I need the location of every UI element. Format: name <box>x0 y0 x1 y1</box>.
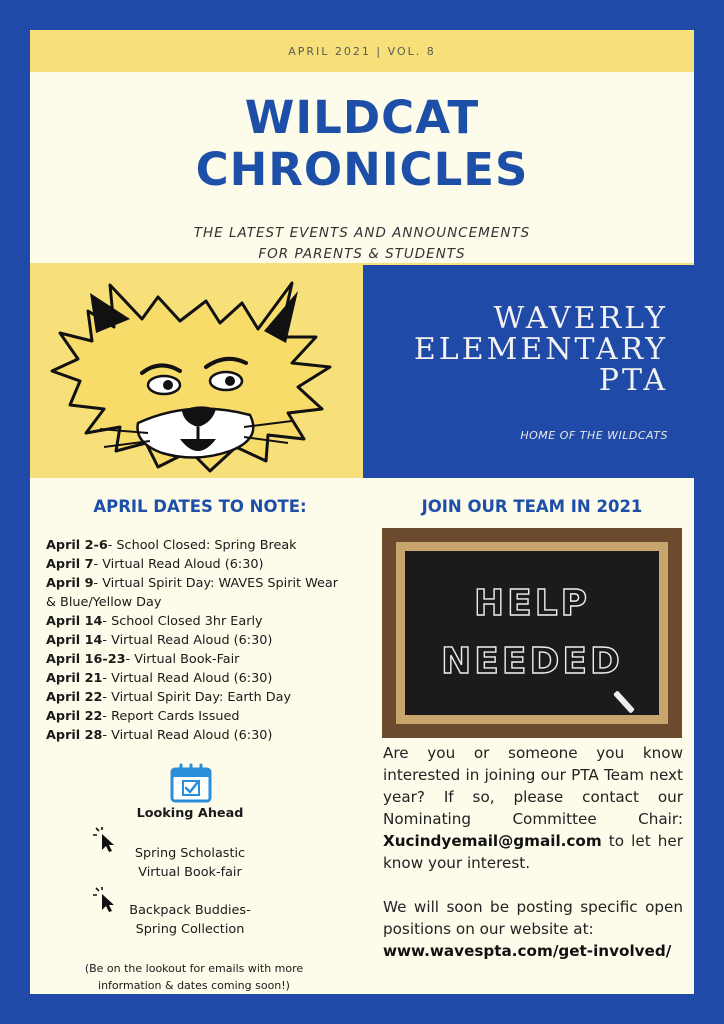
looking-ahead-heading: Looking Ahead <box>136 806 244 821</box>
lookout-note <box>50 960 338 994</box>
date-text: - Virtual Spirit Day: Earth Day <box>102 690 292 705</box>
lookout-note-line: information & dates coming soon!) <box>98 979 290 992</box>
mascot-panel <box>30 263 363 478</box>
wildcat-mascot-icon <box>30 263 363 478</box>
date-text: - School Closed: Spring Break <box>107 538 297 553</box>
looking-ahead-item-line: Spring Scholastic <box>134 846 246 861</box>
date-item <box>46 555 346 574</box>
website-link[interactable]: www.wavespta.com/get-involved/ <box>383 942 672 960</box>
date-item <box>46 707 346 726</box>
chalk-stick-icon <box>613 690 635 713</box>
pta-name-line-3: PTA <box>598 363 668 398</box>
date-label: April 7 <box>46 557 94 572</box>
date-text: - School Closed 3hr Early <box>102 614 263 629</box>
date-label: April 14 <box>46 614 103 629</box>
title-line-2: CHRONICLES <box>195 143 529 196</box>
date-text: - Virtual Book-Fair <box>125 652 240 667</box>
date-item <box>46 631 346 650</box>
date-label: April 9 <box>46 576 94 591</box>
pta-name-line-1: WAVERLY <box>493 301 668 336</box>
contact-email[interactable]: Xucindyemail@gmail.com <box>383 832 602 850</box>
newsletter-title <box>30 92 694 196</box>
date-item <box>46 726 346 745</box>
date-label: April 21 <box>46 671 103 686</box>
chalkboard <box>405 551 659 715</box>
newsletter-page <box>30 30 694 994</box>
looking-ahead-item-line: Virtual Book-fair <box>138 865 242 880</box>
subtitle-line-1: THE LATEST EVENTS AND ANNOUNCEMENTS <box>193 225 531 241</box>
date-text: - Virtual Read Aloud (6:30) <box>102 671 273 686</box>
date-item <box>46 612 346 631</box>
join-heading: JOIN OUR TEAM IN 2021 <box>421 497 643 516</box>
join-intro: Are you or someone you know interested in joining our PTA Team next year? If so, please contact our Nominating Committee Chair: <box>383 744 683 828</box>
website-intro: We will soon be posting specific open positions on our website at: <box>383 898 683 938</box>
date-item <box>46 536 346 555</box>
date-text: - Virtual Read Aloud (6:30) <box>93 557 264 572</box>
issue-bar <box>30 30 694 72</box>
date-label: April 22 <box>46 690 103 705</box>
date-text: - Virtual Spirit Day: WAVES Spirit Wear & Blue/Yellow Day <box>46 576 339 610</box>
dates-list <box>46 536 346 745</box>
pta-banner <box>363 263 694 478</box>
date-label: April 28 <box>46 728 103 743</box>
join-intro-end: to let her know your interest. <box>383 832 683 872</box>
chalk-text-line-2: NEEDED <box>441 641 623 682</box>
chalkboard-frame <box>396 542 668 724</box>
dates-heading: APRIL DATES TO NOTE: <box>93 497 307 516</box>
join-paragraph-1 <box>383 742 683 874</box>
date-label: April 16-23 <box>46 652 126 667</box>
looking-ahead-item <box>110 844 270 882</box>
chalk-text-line-1: HELP <box>473 583 591 624</box>
date-item <box>46 669 346 688</box>
date-item <box>46 650 346 669</box>
date-text: - Virtual Read Aloud (6:30) <box>102 633 273 648</box>
help-needed-image <box>382 528 682 738</box>
date-text: - Virtual Read Aloud (6:30) <box>102 728 273 743</box>
issue-label: APRIL 2021 | VOL. 8 <box>288 44 436 58</box>
join-paragraph-2 <box>383 896 683 962</box>
pta-name <box>414 303 668 396</box>
date-item <box>46 574 346 612</box>
looking-ahead-item <box>110 901 270 939</box>
calendar-check-icon <box>169 763 213 803</box>
lookout-note-line: (Be on the lookout for emails with more <box>84 962 304 975</box>
subtitle-line-2: FOR PARENTS & STUDENTS <box>258 246 466 262</box>
date-label: April 22 <box>46 709 103 724</box>
looking-ahead-item-line: Spring Collection <box>135 922 245 937</box>
join-text <box>383 742 683 962</box>
pta-tagline: HOME OF THE WILDCATS <box>520 429 668 442</box>
newsletter-subtitle <box>30 223 694 265</box>
pta-name-line-2: ELEMENTARY <box>413 332 668 367</box>
title-line-1: WILDCAT <box>244 91 480 144</box>
date-label: April 14 <box>46 633 103 648</box>
date-item <box>46 688 346 707</box>
looking-ahead-item-line: Backpack Buddies- <box>129 903 251 918</box>
date-text: - Report Cards Issued <box>102 709 240 724</box>
date-label: April 2-6 <box>46 538 108 553</box>
